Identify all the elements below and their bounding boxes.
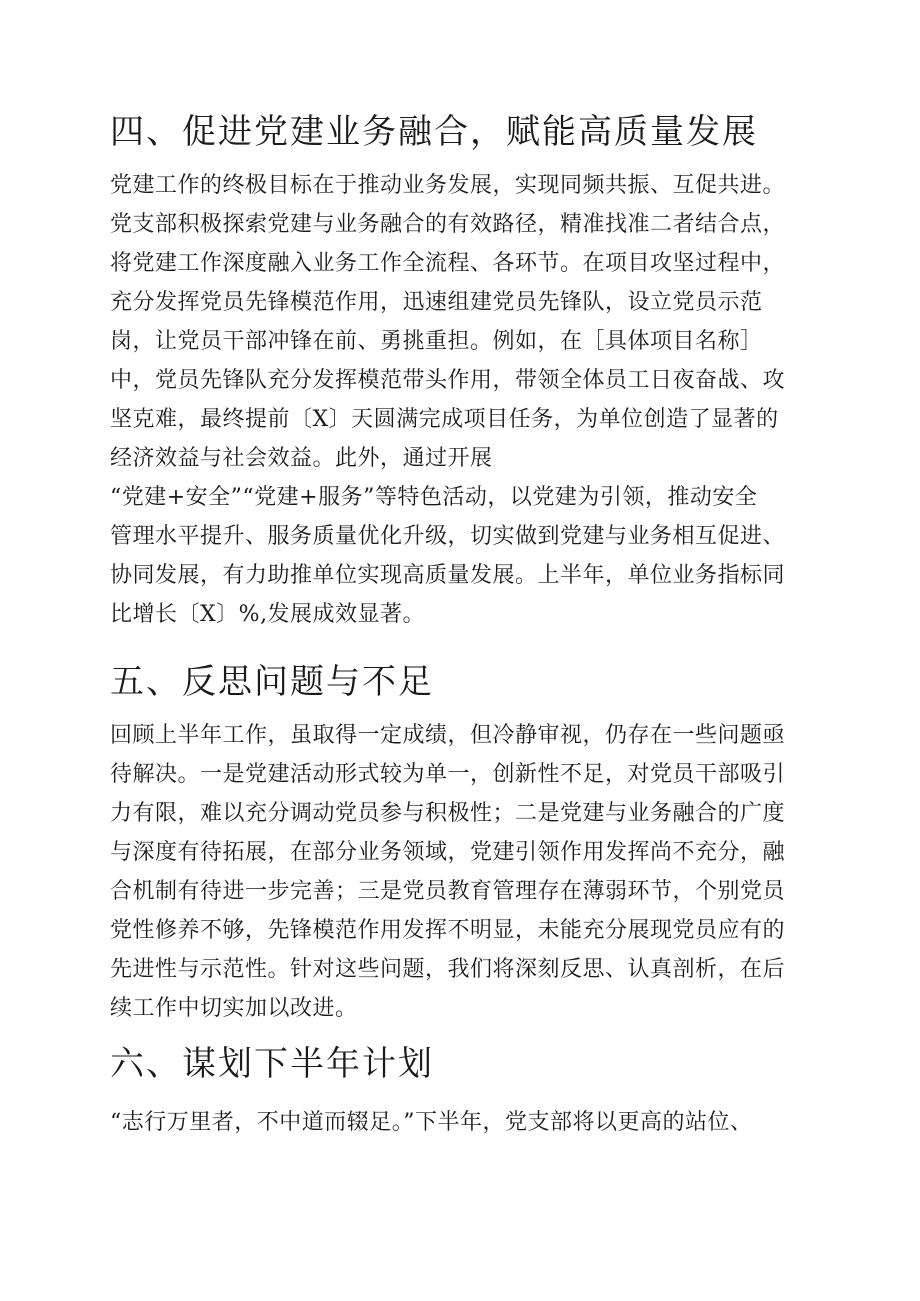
section-body-6 xyxy=(110,1103,810,1142)
body-line: 与深度有待拓展，在部分业务领域，党建引领作用发挥尚不充分，融 xyxy=(110,840,786,865)
body-line: 党支部积极探索党建与业务融合的有效路径，精准找准二者结合点， xyxy=(110,212,786,237)
body-line: 回顾上半年工作，虽取得一定成绩，但冷静审视，仍存在一些问题亟 xyxy=(110,723,786,748)
section-body-4 xyxy=(110,166,810,634)
body-line: 力有限，难以充分调动党员参与积极性；二是党建与业务融合的广度 xyxy=(110,801,786,826)
body-line: 坚克难，最终提前〔X〕天圆满完成项目任务，为单位创造了显著的 xyxy=(110,407,779,432)
body-line: 充分发挥党员先锋模范作用，迅速组建党员先锋队，设立党员示范 xyxy=(110,290,763,315)
section-heading-6: 六、谋划下半年计划 xyxy=(110,1044,434,1084)
section-body-5 xyxy=(110,716,810,1028)
body-line: 先进性与示范性。针对这些问题，我们将深刻反思、认真剖析，在后 xyxy=(110,957,786,982)
body-line: 待解决。一是党建活动形式较为单一，创新性不足，对党员干部吸引 xyxy=(110,762,786,787)
body-line: 管理水平提升、服务质量优化升级，切实做到党建与业务相互促进、 xyxy=(110,524,786,549)
body-line: 党建工作的终极目标在于推动业务发展，实现同频共振、互促共进。 xyxy=(110,173,786,198)
body-line: 比增长〔X〕%,发展成效显著。 xyxy=(110,602,426,627)
body-line: “志行万里者，不中道而辍足。”下半年，党支部将以更高的站位、 xyxy=(110,1110,753,1135)
body-line: 续工作中切实加以改进。 xyxy=(110,996,358,1021)
body-line: 岗，让党员干部冲锋在前、勇挑重担。例如，在［具体项目名称］ xyxy=(110,329,763,354)
section-heading-5: 五、反思问题与不足 xyxy=(110,662,434,702)
body-line: 合机制有待进一步完善；三是党员教育管理存在薄弱环节，个别党员 xyxy=(110,879,786,904)
section-heading-4: 四、促进党建业务融合，赋能高质量发展 xyxy=(110,112,758,152)
body-line: 党性修养不够，先锋模范作用发挥不明显，未能充分展现党员应有的 xyxy=(110,918,786,943)
body-line: 协同发展，有力助推单位实现高质量发展。上半年，单位业务指标同 xyxy=(110,563,786,588)
body-line: 中，党员先锋队充分发挥模范带头作用，带领全体员工日夜奋战、攻 xyxy=(110,368,786,393)
body-line: 经济效益与社会效益。此外，通过开展 xyxy=(110,446,493,471)
body-line: “党建+安全”“党建+服务”等特色活动，以党建为引领，推动安全 xyxy=(110,485,758,510)
body-line: 将党建工作深度融入业务工作全流程、各环节。在项目攻坚过程中， xyxy=(110,251,786,276)
